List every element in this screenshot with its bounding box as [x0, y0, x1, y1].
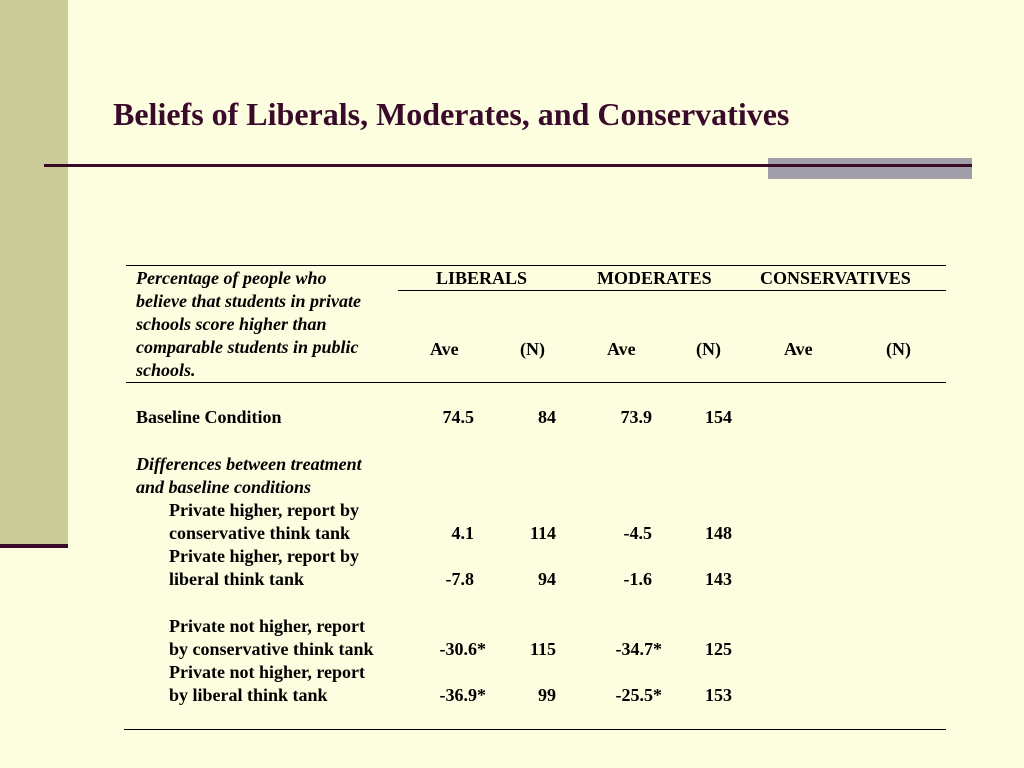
table-cell: 154 — [705, 407, 732, 427]
row-label: Private not higher, report — [169, 616, 365, 636]
question-line: Percentage of people who — [136, 268, 327, 288]
table-cell: 84 — [538, 407, 556, 427]
table-cell: 94 — [538, 569, 556, 589]
table-cell: -4.5 — [623, 523, 652, 543]
table-cell: 153 — [705, 685, 732, 705]
table-cell: -30.6* — [439, 639, 486, 659]
subheader-ave: Ave — [430, 339, 459, 359]
table-cell: 99 — [538, 685, 556, 705]
group-header-moderates: MODERATES — [597, 268, 712, 288]
row-label: Private higher, report by — [169, 500, 359, 520]
question-line: schools. — [136, 360, 196, 380]
row-label: conservative think tank — [169, 523, 351, 543]
table-cell: -1.6 — [623, 569, 652, 589]
subheader-n: (N) — [520, 339, 545, 359]
side-decor-accent — [0, 544, 68, 548]
differences-label: Differences between treatment — [136, 454, 362, 474]
table-cell: 125 — [705, 639, 732, 659]
subheader-n: (N) — [696, 339, 721, 359]
subheader-ave: Ave — [784, 339, 813, 359]
table-cell: -25.5* — [615, 685, 662, 705]
slide-title: Beliefs of Liberals, Moderates, and Conservatives — [113, 96, 790, 132]
table-top-rule — [126, 265, 946, 266]
row-label: Private higher, report by — [169, 546, 359, 566]
row-label: Private not higher, report — [169, 662, 365, 682]
subheader-ave: Ave — [607, 339, 636, 359]
table-cell: 74.5 — [442, 407, 474, 427]
table-cell: 73.9 — [620, 407, 652, 427]
table-cell: 114 — [529, 523, 556, 543]
table-cell: -34.7* — [615, 639, 662, 659]
group-header-rule — [398, 290, 946, 291]
row-label: by liberal think tank — [169, 685, 328, 705]
row-label: liberal think tank — [169, 569, 305, 589]
table-cell: 4.1 — [451, 523, 474, 543]
group-header-liberals: LIBERALS — [436, 268, 528, 288]
group-header-conservatives: CONSERVATIVES — [760, 268, 911, 288]
question-line: believe that students in private — [136, 291, 361, 311]
subheader-n: (N) — [886, 339, 911, 359]
row-label: by conservative think tank — [169, 639, 374, 659]
title-rule-box — [768, 158, 972, 179]
table-cell: 143 — [705, 569, 732, 589]
table-cell: -7.8 — [445, 569, 474, 589]
table-bottom-rule — [124, 729, 946, 730]
table-cell: 148 — [705, 523, 732, 543]
baseline-label: Baseline Condition — [136, 407, 282, 427]
header-bottom-rule — [126, 382, 946, 383]
question-line: schools score higher than — [136, 314, 327, 334]
table-cell: 115 — [529, 639, 556, 659]
differences-label: and baseline conditions — [136, 477, 312, 497]
table-cell: -36.9* — [439, 685, 486, 705]
question-line: comparable students in public — [136, 337, 359, 357]
side-decor-bar — [0, 0, 68, 547]
title-rule — [44, 164, 972, 167]
